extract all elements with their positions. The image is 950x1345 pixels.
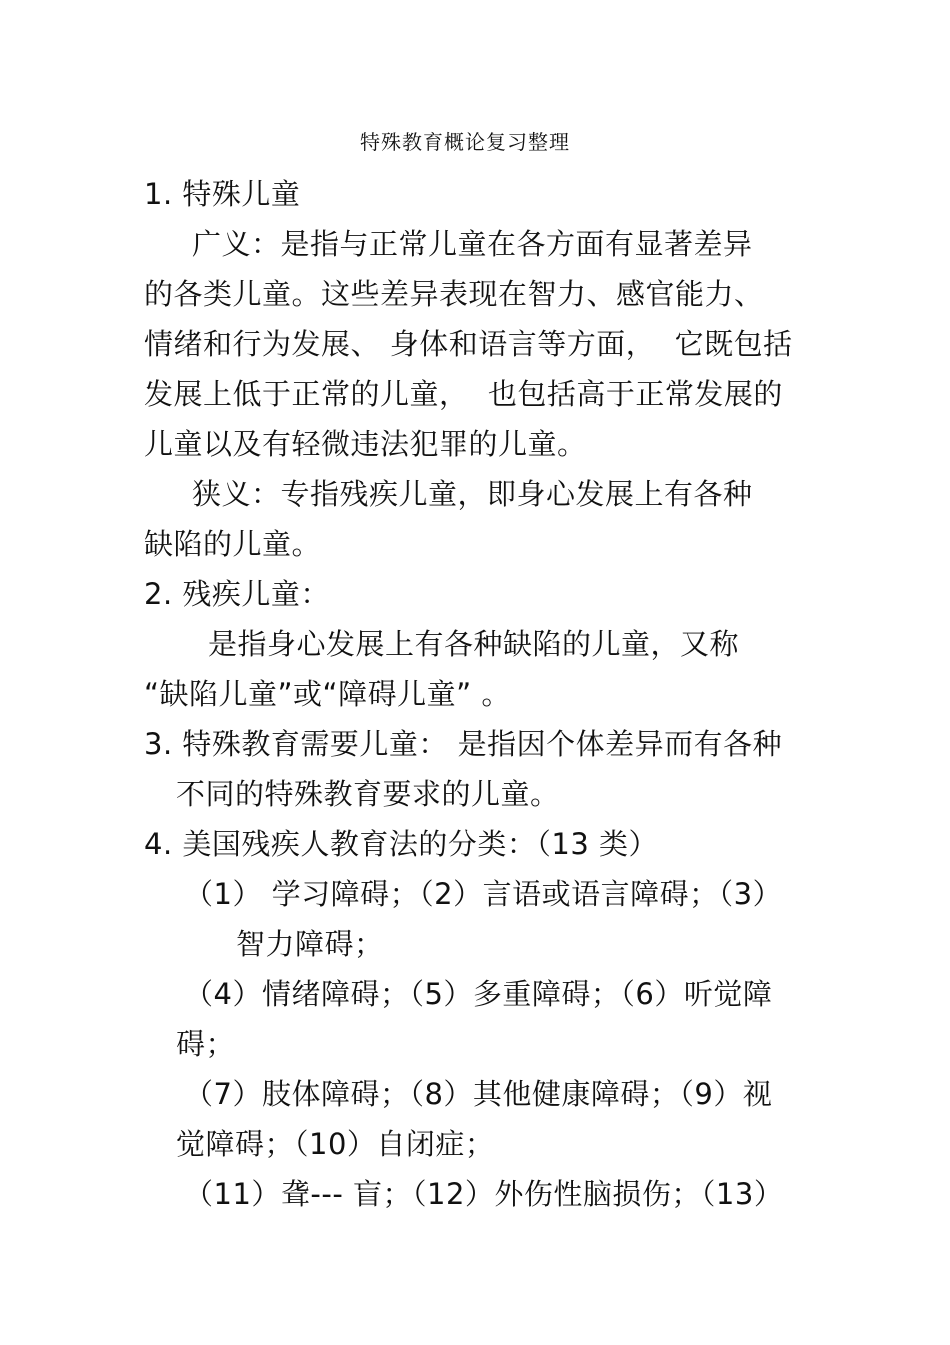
heading-idea-categories: 4. 美国残疾人教育法的分类：（13 类） — [144, 827, 659, 861]
list-item: 碍； — [176, 1027, 236, 1061]
list-item: 智力障碍； — [236, 927, 384, 961]
paragraph-line: 发展上低于正常的儿童， 也包括高于正常发展的 — [144, 377, 783, 411]
paragraph-line: 情绪和行为发展、 身体和语言等方面， 它既包括 — [144, 327, 793, 361]
document-title: 特殊教育概论复习整理 — [360, 130, 570, 154]
paragraph-line: “缺陷儿童”或“障碍儿童” 。 — [144, 677, 511, 711]
paragraph-line: 缺陷的儿童。 — [144, 527, 322, 561]
heading-special-needs-children: 3. 特殊教育需要儿童： 是指因个体差异而有各种 — [144, 727, 783, 761]
paragraph-line: 狭义：专指残疾儿童，即身心发展上有各种 — [192, 477, 753, 511]
paragraph-line: 广义：是指与正常儿童在各方面有显著差异 — [192, 227, 753, 261]
list-item: （4）情绪障碍；（5）多重障碍；（6）听觉障 — [184, 977, 773, 1011]
paragraph-line: 儿童以及有轻微违法犯罪的儿童。 — [144, 427, 587, 461]
heading-disabled-children: 2. 残疾儿童： — [144, 577, 330, 611]
paragraph-line: 是指身心发展上有各种缺陷的儿童，又称 — [208, 627, 740, 661]
heading-special-children: 1. 特殊儿童 — [144, 177, 301, 211]
paragraph-line: 不同的特殊教育要求的儿童。 — [176, 777, 560, 811]
list-item: （11）聋--- 盲；（12）外伤性脑损伤；（13） — [184, 1177, 784, 1211]
paragraph-line: 的各类儿童。这些差异表现在智力、感官能力、 — [144, 277, 764, 311]
list-item: 觉障碍；（10）自闭症； — [176, 1127, 495, 1161]
list-item: （7）肢体障碍；（8）其他健康障碍；（9）视 — [184, 1077, 773, 1111]
list-item: （1） 学习障碍；（2）言语或语言障碍；（3） — [184, 877, 783, 911]
